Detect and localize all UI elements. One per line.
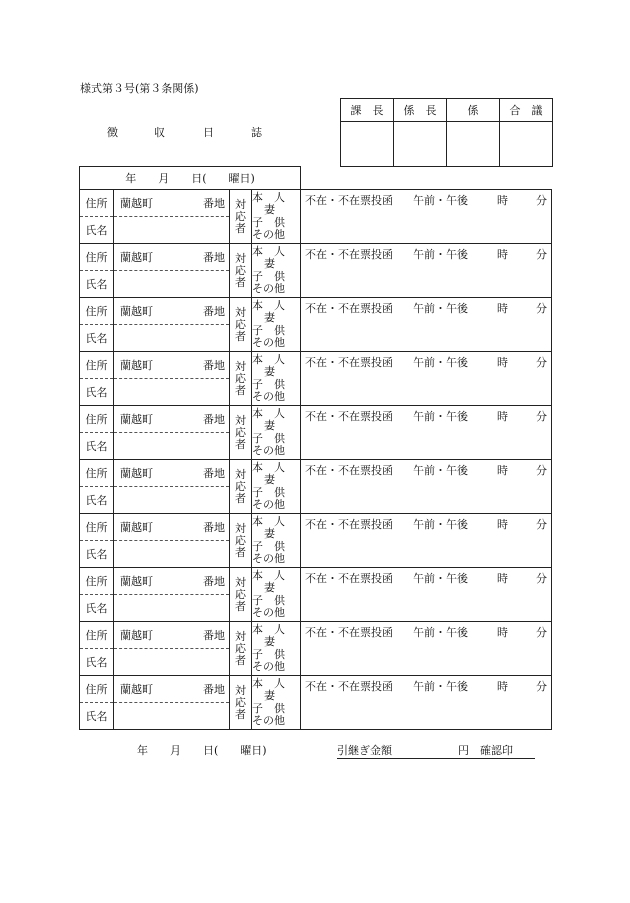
visit-record[interactable] — [301, 190, 552, 244]
absent-option[interactable]: 不在・不在票投函 — [305, 356, 394, 369]
responder-char: 応 — [235, 209, 246, 223]
option-child[interactable]: 子 供 — [252, 431, 285, 445]
stamp-box[interactable] — [341, 122, 394, 167]
name-field[interactable] — [114, 649, 230, 676]
visit-record[interactable] — [301, 352, 552, 406]
minute-label: 分 — [536, 572, 548, 585]
address-field[interactable] — [114, 244, 230, 271]
responder-label — [230, 460, 252, 514]
address-field[interactable] — [114, 190, 230, 217]
responder-char: 者 — [235, 383, 246, 397]
entry-address-row — [80, 622, 552, 649]
option-child[interactable]: 子 供 — [252, 215, 285, 229]
entry-address-row — [80, 244, 552, 271]
name-label: 氏名 — [80, 271, 114, 298]
name-field[interactable] — [114, 325, 230, 352]
minute-label: 分 — [536, 464, 548, 477]
form-number: 様式第３号(第３条関係) — [80, 82, 199, 95]
address-field[interactable] — [114, 406, 230, 433]
option-other[interactable]: その他 — [252, 390, 285, 403]
absent-option[interactable]: 不在・不在票投函 — [305, 194, 394, 207]
visit-record[interactable] — [301, 460, 552, 514]
responder-char: 応 — [235, 533, 246, 547]
responder-char: 対 — [235, 467, 246, 481]
responder-char: 者 — [235, 437, 246, 451]
responder-char: 応 — [235, 263, 246, 277]
minute-label: 分 — [536, 248, 548, 261]
option-other[interactable]: その他 — [252, 498, 285, 511]
town-label: 蘭越町 — [120, 629, 153, 642]
address-label: 住所 — [80, 622, 114, 649]
responder-char: 対 — [235, 197, 246, 211]
responder-char: 者 — [235, 545, 246, 559]
approval-table — [340, 98, 553, 167]
name-label: 氏名 — [80, 541, 114, 568]
banchi-label: 番地 — [203, 305, 225, 318]
option-self[interactable]: 本 人 — [252, 676, 285, 690]
responder-char: 者 — [235, 707, 246, 721]
responder-char: 対 — [235, 305, 246, 319]
responder-label — [230, 352, 252, 406]
responder-options[interactable] — [252, 568, 301, 622]
address-label: 住所 — [80, 352, 114, 379]
responder-options[interactable] — [252, 460, 301, 514]
name-field[interactable] — [114, 703, 230, 730]
entry-address-row — [80, 298, 552, 325]
town-label: 蘭越町 — [120, 521, 153, 534]
responder-char: 対 — [235, 629, 246, 643]
ampm-option[interactable]: 午前・午後 — [413, 572, 469, 585]
option-other[interactable]: その他 — [252, 336, 285, 349]
address-label: 住所 — [80, 190, 114, 217]
responder-char: 応 — [235, 587, 246, 601]
option-wife[interactable]: 妻 — [264, 203, 275, 216]
town-label: 蘭越町 — [120, 683, 153, 696]
option-other[interactable]: その他 — [252, 714, 285, 727]
hour-label: 時 — [497, 680, 509, 693]
responder-char: 者 — [235, 599, 246, 613]
absent-option[interactable]: 不在・不在票投函 — [305, 248, 394, 261]
option-child[interactable]: 子 供 — [252, 269, 285, 283]
option-self[interactable]: 本 人 — [252, 514, 285, 528]
option-wife[interactable]: 妻 — [264, 689, 275, 702]
ampm-option[interactable]: 午前・午後 — [413, 194, 469, 207]
town-label: 蘭越町 — [120, 575, 153, 588]
address-label: 住所 — [80, 460, 114, 487]
banchi-label: 番地 — [203, 467, 225, 480]
hour-label: 時 — [497, 356, 509, 369]
minute-label: 分 — [536, 626, 548, 639]
option-wife[interactable]: 妻 — [264, 311, 275, 324]
absent-option[interactable]: 不在・不在票投函 — [305, 572, 394, 585]
option-wife[interactable]: 妻 — [264, 473, 275, 486]
name-label: 氏名 — [80, 649, 114, 676]
hour-label: 時 — [497, 464, 509, 477]
responder-options[interactable] — [252, 406, 301, 460]
option-self[interactable]: 本 人 — [252, 568, 285, 582]
ampm-option[interactable]: 午前・午後 — [413, 464, 469, 477]
ampm-option[interactable]: 午前・午後 — [413, 410, 469, 423]
entry-address-row — [80, 352, 552, 379]
responder-label — [230, 568, 252, 622]
hour-label: 時 — [497, 410, 509, 423]
address-field[interactable] — [114, 352, 230, 379]
entry-address-row — [80, 568, 552, 595]
responder-char: 対 — [235, 413, 246, 427]
option-child[interactable]: 子 供 — [252, 593, 285, 607]
responder-char: 者 — [235, 221, 246, 235]
option-self[interactable]: 本 人 — [252, 190, 285, 204]
absent-option[interactable]: 不在・不在票投函 — [305, 464, 394, 477]
option-self[interactable]: 本 人 — [252, 622, 285, 636]
responder-char: 応 — [235, 371, 246, 385]
option-self[interactable]: 本 人 — [252, 298, 285, 312]
entry-address-row — [80, 514, 552, 541]
option-wife[interactable]: 妻 — [264, 635, 275, 648]
responder-label — [230, 298, 252, 352]
name-field[interactable] — [114, 595, 230, 622]
option-wife[interactable]: 妻 — [264, 365, 275, 378]
entry-address-row — [80, 460, 552, 487]
option-other[interactable]: その他 — [252, 606, 285, 619]
entry-address-row — [80, 190, 552, 217]
option-other[interactable]: その他 — [252, 660, 285, 673]
option-child[interactable]: 子 供 — [252, 647, 285, 661]
absent-option[interactable]: 不在・不在票投函 — [305, 680, 394, 693]
responder-char: 応 — [235, 695, 246, 709]
address-label: 住所 — [80, 406, 114, 433]
responder-char: 応 — [235, 317, 246, 331]
name-field[interactable] — [114, 541, 230, 568]
option-other[interactable]: その他 — [252, 282, 285, 295]
option-child[interactable]: 子 供 — [252, 485, 285, 499]
responder-char: 応 — [235, 425, 246, 439]
title-char: 誌 — [251, 126, 262, 139]
date-header[interactable]: 年 月 日( 曜日) — [80, 167, 301, 190]
responder-label — [230, 514, 252, 568]
visit-record[interactable] — [301, 676, 552, 730]
name-label: 氏名 — [80, 217, 114, 244]
responder-label — [230, 406, 252, 460]
hour-label: 時 — [497, 302, 509, 315]
title-char: 徴 — [107, 126, 118, 139]
footer-date[interactable]: 年 月 日( 曜日) — [137, 744, 267, 757]
option-other[interactable]: その他 — [252, 444, 285, 457]
responder-char: 対 — [235, 251, 246, 265]
option-self[interactable]: 本 人 — [252, 244, 285, 258]
responder-label — [230, 676, 252, 730]
banchi-label: 番地 — [203, 197, 225, 210]
option-child[interactable]: 子 供 — [252, 377, 285, 391]
stamp-box[interactable] — [394, 122, 447, 167]
address-field[interactable] — [114, 460, 230, 487]
visit-record[interactable] — [301, 298, 552, 352]
option-other[interactable]: その他 — [252, 228, 285, 241]
option-child[interactable]: 子 供 — [252, 701, 285, 715]
option-self[interactable]: 本 人 — [252, 460, 285, 474]
name-field[interactable] — [114, 217, 230, 244]
option-self[interactable]: 本 人 — [252, 352, 285, 366]
visit-record[interactable] — [301, 622, 552, 676]
entry-address-row — [80, 406, 552, 433]
responder-char: 者 — [235, 653, 246, 667]
option-self[interactable]: 本 人 — [252, 406, 285, 420]
responder-char: 者 — [235, 329, 246, 343]
approval-header-consultation: 合 議 — [500, 99, 553, 122]
banchi-label: 番地 — [203, 413, 225, 426]
address-field[interactable] — [114, 676, 230, 703]
town-label: 蘭越町 — [120, 197, 153, 210]
approval-header-subsection-chief: 係 長 — [394, 99, 447, 122]
responder-options[interactable] — [252, 298, 301, 352]
responder-options[interactable] — [252, 676, 301, 730]
name-label: 氏名 — [80, 325, 114, 352]
town-label: 蘭越町 — [120, 251, 153, 264]
absent-option[interactable]: 不在・不在票投函 — [305, 302, 394, 315]
stamp-box[interactable] — [447, 122, 500, 167]
ampm-option[interactable]: 午前・午後 — [413, 680, 469, 693]
ampm-option[interactable]: 午前・午後 — [413, 302, 469, 315]
address-field[interactable] — [114, 298, 230, 325]
ampm-option[interactable]: 午前・午後 — [413, 626, 469, 639]
minute-label: 分 — [536, 680, 548, 693]
name-label: 氏名 — [80, 379, 114, 406]
collection-log-table — [79, 166, 552, 730]
option-child[interactable]: 子 供 — [252, 323, 285, 337]
minute-label: 分 — [536, 356, 548, 369]
minute-label: 分 — [536, 518, 548, 531]
absent-option[interactable]: 不在・不在票投函 — [305, 518, 394, 531]
address-field[interactable] — [114, 568, 230, 595]
name-label: 氏名 — [80, 433, 114, 460]
name-field[interactable] — [114, 433, 230, 460]
address-label: 住所 — [80, 298, 114, 325]
absent-option[interactable]: 不在・不在票投函 — [305, 626, 394, 639]
option-wife[interactable]: 妻 — [264, 581, 275, 594]
town-label: 蘭越町 — [120, 413, 153, 426]
responder-label — [230, 190, 252, 244]
name-field[interactable] — [114, 379, 230, 406]
approval-header-section-chief: 課 長 — [341, 99, 394, 122]
town-label: 蘭越町 — [120, 305, 153, 318]
address-label: 住所 — [80, 568, 114, 595]
responder-label — [230, 622, 252, 676]
entry-address-row — [80, 676, 552, 703]
banchi-label: 番地 — [203, 521, 225, 534]
responder-char: 応 — [235, 479, 246, 493]
banchi-label: 番地 — [203, 251, 225, 264]
banchi-label: 番地 — [203, 359, 225, 372]
name-field[interactable] — [114, 487, 230, 514]
responder-char: 応 — [235, 641, 246, 655]
option-other[interactable]: その他 — [252, 552, 285, 565]
minute-label: 分 — [536, 410, 548, 423]
responder-char: 者 — [235, 491, 246, 505]
ampm-option[interactable]: 午前・午後 — [413, 248, 469, 261]
hour-label: 時 — [497, 572, 509, 585]
option-child[interactable]: 子 供 — [252, 539, 285, 553]
hour-label: 時 — [497, 248, 509, 261]
town-label: 蘭越町 — [120, 467, 153, 480]
name-label: 氏名 — [80, 703, 114, 730]
address-field[interactable] — [114, 514, 230, 541]
responder-char: 対 — [235, 575, 246, 589]
responder-char: 対 — [235, 521, 246, 535]
approval-header-staff: 係 — [447, 99, 500, 122]
ampm-option[interactable]: 午前・午後 — [413, 518, 469, 531]
title-char: 日 — [203, 126, 214, 139]
option-wife[interactable]: 妻 — [264, 419, 275, 432]
handover-amount[interactable]: 引継ぎ金額 円 確認印 — [337, 742, 535, 759]
responder-label — [230, 244, 252, 298]
minute-label: 分 — [536, 302, 548, 315]
responder-options[interactable] — [252, 514, 301, 568]
banchi-label: 番地 — [203, 575, 225, 588]
responder-options[interactable] — [252, 190, 301, 244]
visit-record[interactable] — [301, 406, 552, 460]
visit-record[interactable] — [301, 568, 552, 622]
banchi-label: 番地 — [203, 629, 225, 642]
banchi-label: 番地 — [203, 683, 225, 696]
responder-char: 対 — [235, 683, 246, 697]
ampm-option[interactable]: 午前・午後 — [413, 356, 469, 369]
minute-label: 分 — [536, 194, 548, 207]
responder-options[interactable] — [252, 244, 301, 298]
responder-char: 対 — [235, 359, 246, 373]
address-label: 住所 — [80, 514, 114, 541]
option-wife[interactable]: 妻 — [264, 527, 275, 540]
responder-options[interactable] — [252, 622, 301, 676]
visit-record[interactable] — [301, 514, 552, 568]
hour-label: 時 — [497, 518, 509, 531]
hour-label: 時 — [497, 626, 509, 639]
hour-label: 時 — [497, 194, 509, 207]
name-label: 氏名 — [80, 595, 114, 622]
address-field[interactable] — [114, 622, 230, 649]
absent-option[interactable]: 不在・不在票投函 — [305, 410, 394, 423]
responder-options[interactable] — [252, 352, 301, 406]
town-label: 蘭越町 — [120, 359, 153, 372]
option-wife[interactable]: 妻 — [264, 257, 275, 270]
stamp-box[interactable] — [500, 122, 553, 167]
name-field[interactable] — [114, 271, 230, 298]
name-label: 氏名 — [80, 487, 114, 514]
responder-char: 者 — [235, 275, 246, 289]
address-label: 住所 — [80, 676, 114, 703]
title-char: 収 — [154, 126, 165, 139]
visit-record[interactable] — [301, 244, 552, 298]
address-label: 住所 — [80, 244, 114, 271]
